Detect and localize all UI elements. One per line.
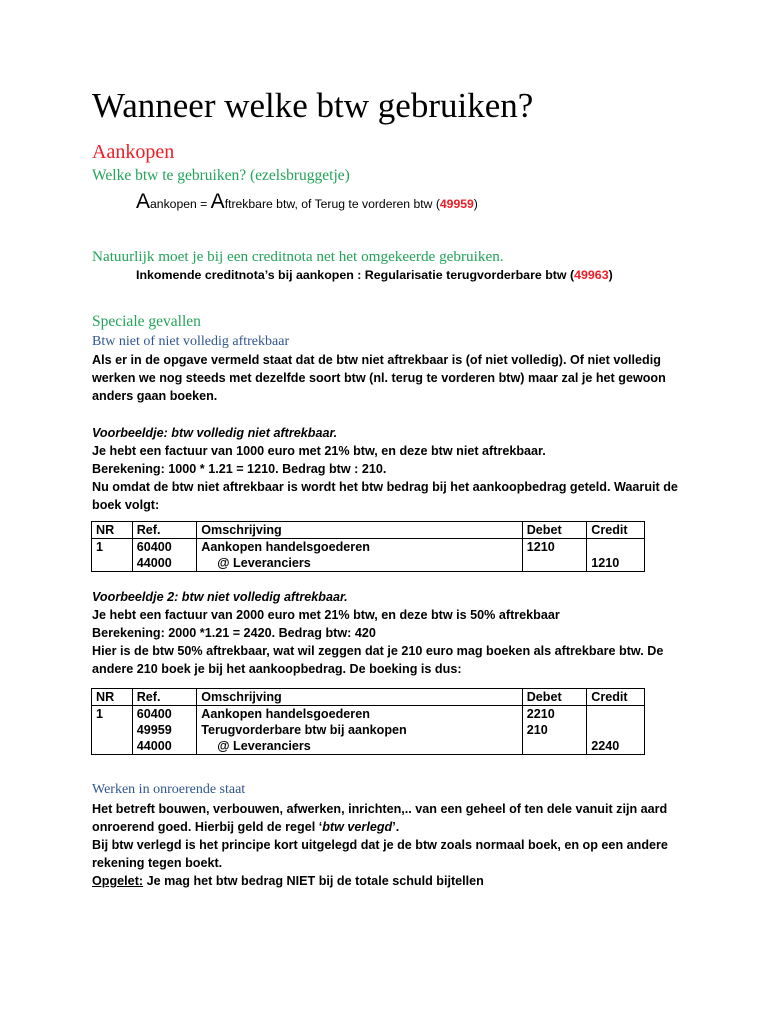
omschrijving-value: @ Leveranciers [217,739,311,753]
cell-debet [522,706,587,755]
credit-value [591,706,640,722]
example-2-line-2: Berekening: 2000 *1.21 = 2420. Bedrag btw: 420 [92,626,376,640]
header-credit: Credit [587,522,645,539]
credit-note-rule [136,268,613,282]
example-2-title: Voorbeeldje 2: btw niet volledig aftrekbaar. [92,590,348,604]
ref-value: 60400 [136,540,172,554]
journal-table-1 [91,521,645,572]
section-subheading-which-btw: Welke btw te gebruiken? (ezelsbruggetje) [92,167,350,184]
example-2-line-3: Hier is de btw 50% aftrekbaar, wat wil zeggen dat je 210 euro mag boeken als aftrekbare btw. De andere 210 boek je bij het aankoopbedrag. De boeking is dus: [92,644,664,676]
ref-value: 60400 [136,707,172,721]
example-1 [92,424,682,514]
example-2-line-1: Je hebt een factuur van 2000 euro met 21% btw, en deze btw is 50% aftrekbaar [92,608,560,622]
onroerend-line-1b: ’. [392,820,400,834]
table-header-row [92,689,645,706]
example-1-line-2: Berekening: 1000 * 1.21 = 1210. Bedrag btw : 210. [92,462,387,476]
subsection-heading-onroerende-staat: Werken in onroerende staat [92,782,246,797]
ref-value: 49959 [136,723,172,737]
credit-value: 1210 [591,556,620,570]
credit-value: 2240 [591,739,620,753]
omschrijving-value: Terugvorderbare btw bij aankopen [201,723,407,737]
credit-value [591,722,640,738]
header-omschrijving: Omschrijving [197,522,522,539]
header-ref: Ref. [132,689,197,706]
table-header-row [92,522,645,539]
header-nr: NR [92,522,133,539]
header-credit: Credit [587,689,645,706]
credit-rule-close: ) [608,268,613,282]
rule-letter-a1: A [136,190,151,213]
ref-value: 44000 [136,556,172,570]
section-heading-speciale-gevallen: Speciale gevallen [92,313,201,330]
omschrijving-value: Aankopen handelsgoederen [201,707,370,721]
omschrijving-value: @ Leveranciers [217,556,311,570]
cell-omschrijving [197,539,522,572]
rule-letter-a2: A [210,190,225,213]
cell-ref [132,706,197,755]
page-title: Wanneer welke btw gebruiken? [92,86,534,125]
warning-text: Je mag het btw bedrag NIET bij de totale schuld bijtellen [143,874,484,888]
cell-omschrijving [197,706,522,755]
section-heading-aankopen: Aankopen [92,141,175,163]
onroerend-line-1a: Het betreft bouwen, verbouwen, afwerken, inrichten,.. van een geheel of ten dele vanuit zijn aard onroerend goed. Hierbij geld de regel ‘ [92,802,668,834]
credit-value [591,539,640,555]
credit-rule-text: Inkomende creditnota’s bij aankopen : Regularisatie terugvorderbare btw ( [136,268,575,282]
subsection-heading-niet-aftrekbaar: Btw niet of niet volledig aftrekbaar [92,334,290,349]
rule-part-2: ftrekbare btw, of Terug te vorderen btw ( [224,197,440,211]
cell-debet [522,539,587,572]
mnemonic-rule [136,190,478,214]
debet-value [527,738,583,754]
warning-label: Opgelet: [92,874,144,888]
onroerend-line-1-italic: btw verlegd [322,820,393,834]
header-ref: Ref. [132,522,197,539]
header-omschrijving: Omschrijving [197,689,522,706]
example-1-line-1: Je hebt een factuur van 1000 euro met 21% btw, en deze btw niet aftrekbaar. [92,444,546,458]
cell-nr: 1 [92,539,133,572]
journal-table-2 [91,688,645,755]
example-1-line-3: Nu omdat de btw niet aftrekbaar is wordt het btw bedrag bij het aankoopbedrag geteld. Waaruit de boek volgt: [92,480,678,512]
rule-part-1: ankopen = [150,197,211,211]
example-2 [92,588,682,678]
onroerend-body [92,800,682,890]
credit-rule-code: 49963 [574,268,609,282]
debet-value: 210 [526,723,548,737]
intro-paragraph: Als er in de opgave vermeld staat dat de btw niet aftrekbaar is (of niet volledig). Of niet volledig werken we nog steeds met dezelfde soort btw (nl. terug te vorderen btw) maar zal je het gewoon anders gaan boeken. [92,353,666,403]
rule-account-code: 49959 [439,197,474,211]
credit-note-heading: Natuurlijk moet je bij een creditnota net het omgekeerde gebruiken. [92,248,504,265]
header-debet: Debet [522,522,587,539]
cell-nr: 1 [92,706,133,755]
table-row [92,539,645,572]
warning-line [92,872,682,890]
rule-part-3: ) [473,197,478,211]
onroerend-line-1 [92,800,682,836]
cell-credit [587,706,645,755]
table-row [92,706,645,755]
debet-value: 1210 [526,540,555,554]
ref-value: 44000 [136,739,172,753]
example-1-title: Voorbeeldje: btw volledig niet aftrekbaar. [92,426,338,440]
cell-credit [587,539,645,572]
omschrijving-value: Aankopen handelsgoederen [201,540,370,554]
header-nr: NR [92,689,133,706]
debet-value: 2210 [526,707,555,721]
cell-ref [132,539,197,572]
header-debet: Debet [522,689,587,706]
onroerend-line-2: Bij btw verlegd is het principe kort uitgelegd dat je de btw zoals normaal boek, en op een andere rekening tegen boekt. [92,838,668,870]
